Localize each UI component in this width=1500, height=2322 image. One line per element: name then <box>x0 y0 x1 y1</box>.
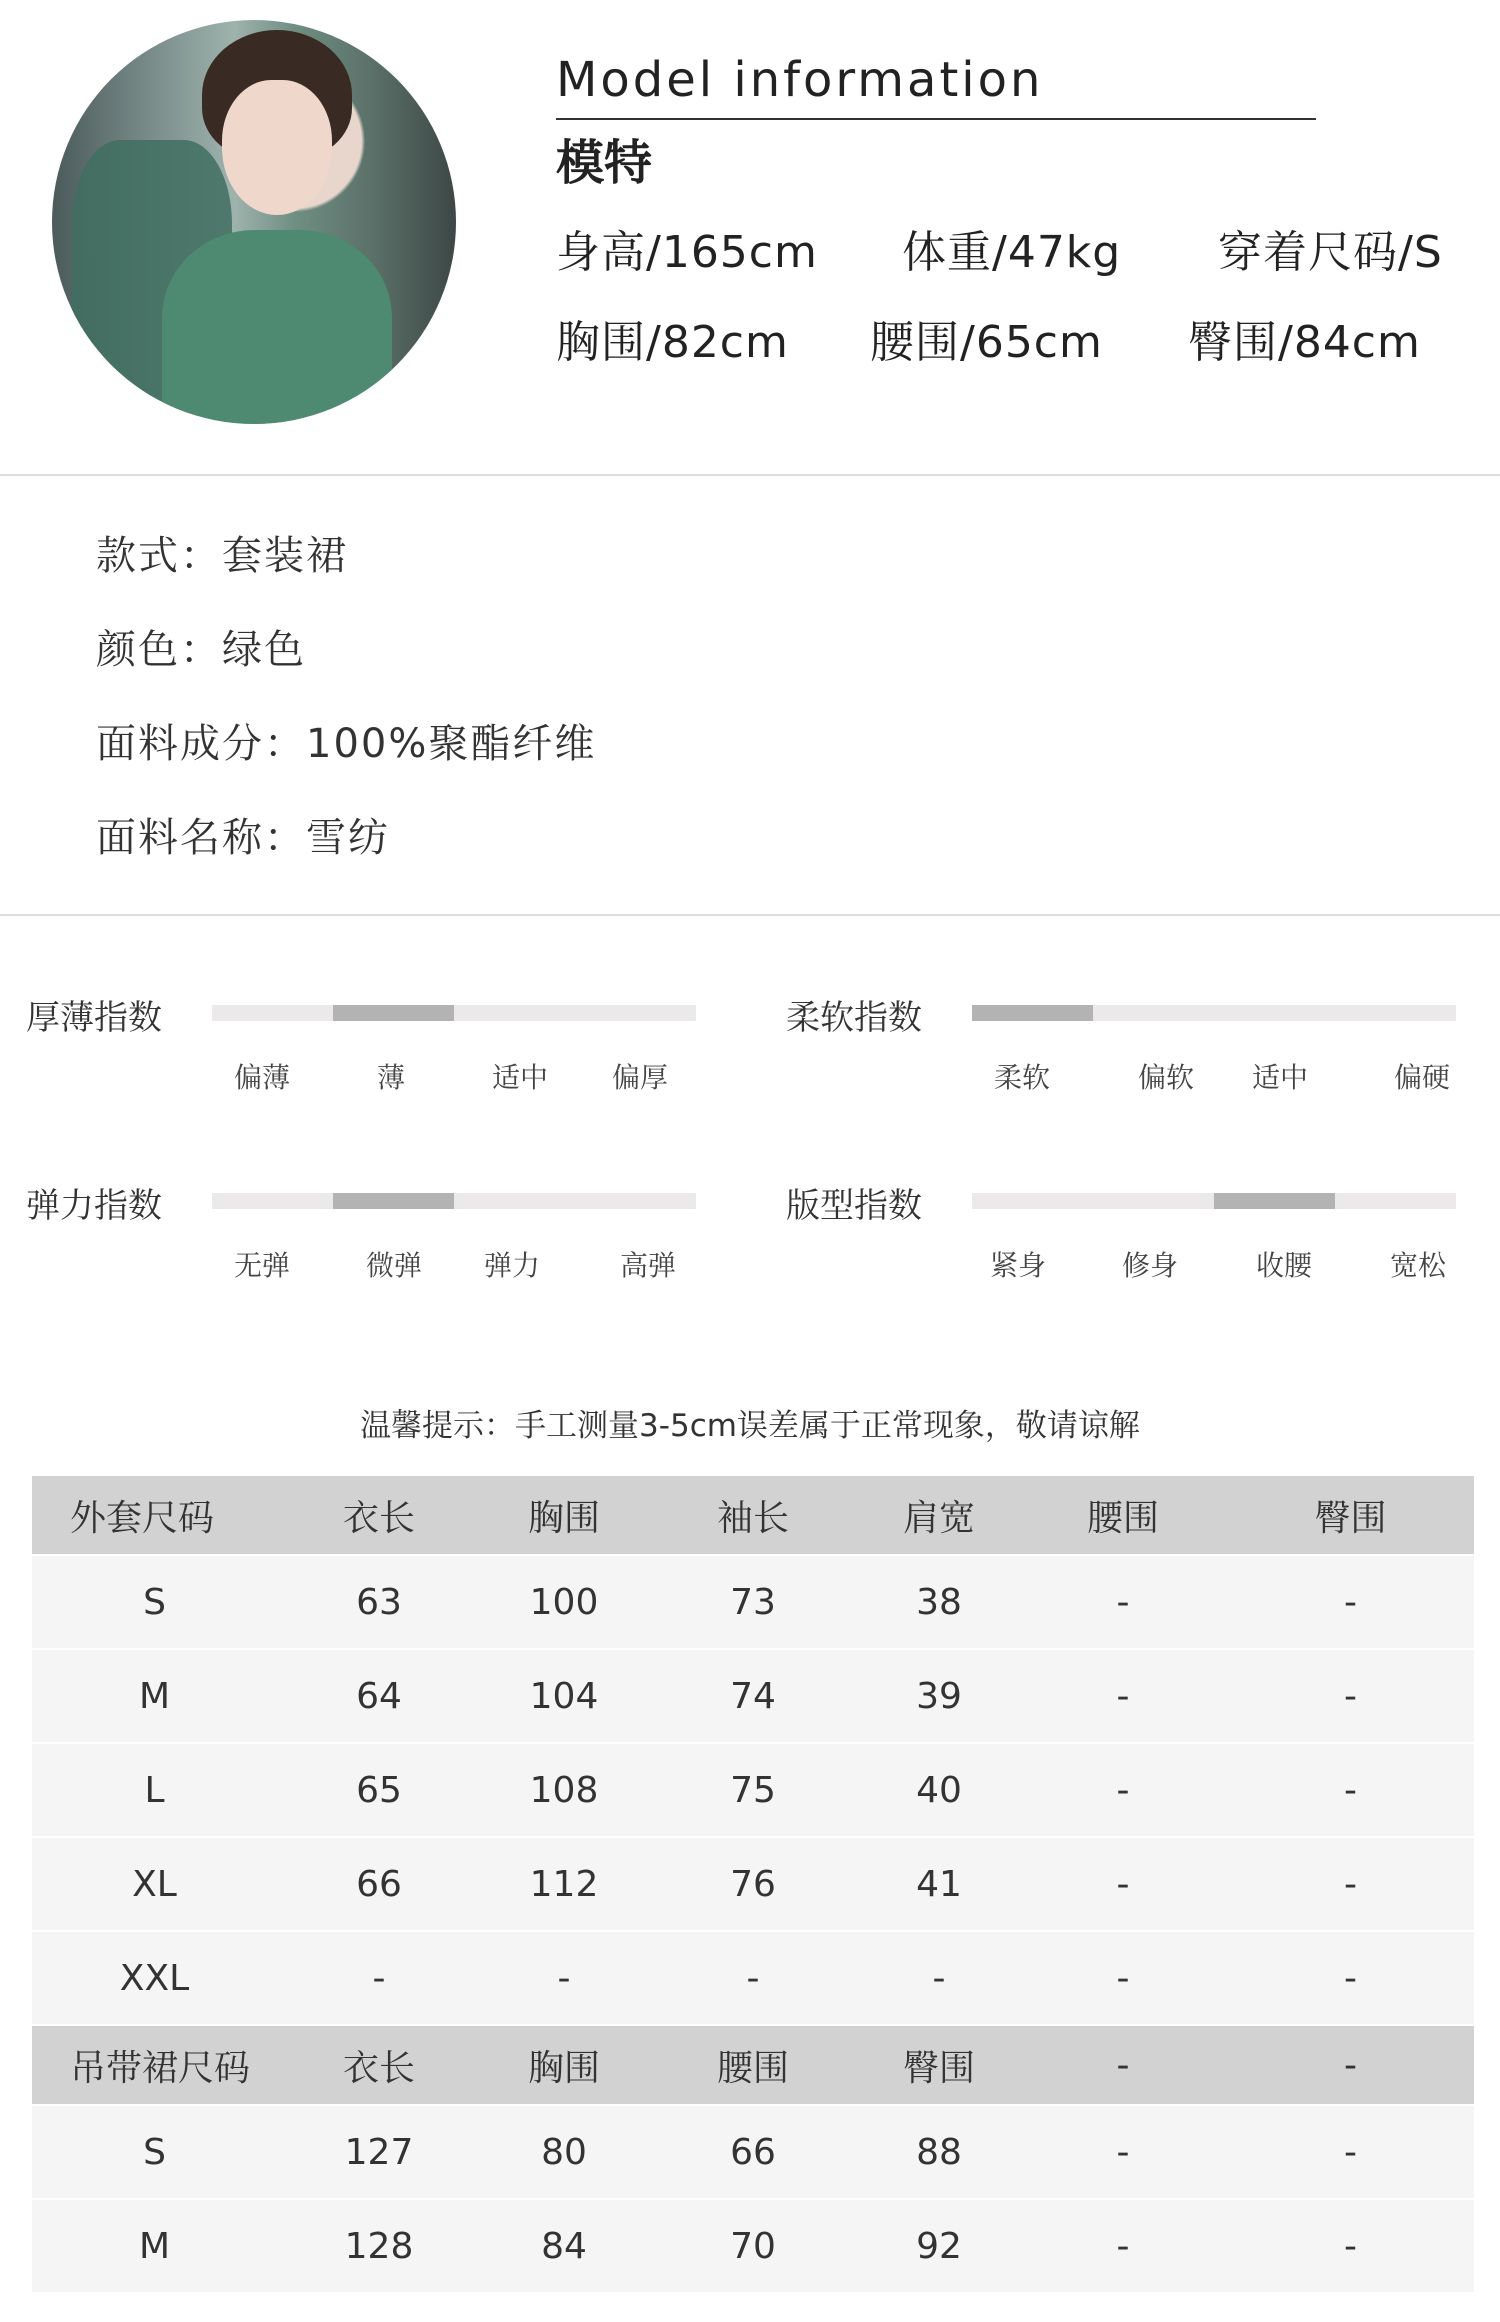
thickness-option: 偏厚 <box>611 1061 668 1094</box>
attr-fabric-name: 面料名称：雪纺 <box>96 815 390 861</box>
table-cell: S <box>32 1555 277 1649</box>
fit-option: 宽松 <box>1389 1249 1446 1282</box>
table-cell: 38 <box>859 1555 1019 1649</box>
table-cell: - <box>277 1931 481 2025</box>
table-cell: L <box>32 1743 277 1837</box>
elasticity-index-track <box>212 1193 696 1209</box>
table-cell: - <box>1019 1931 1227 2025</box>
fit-option: 修身 <box>1121 1249 1178 1282</box>
fit-option: 收腰 <box>1255 1249 1312 1282</box>
table-header-cell: - <box>1019 2025 1227 2105</box>
table-header-cell: 胸围 <box>481 2025 647 2105</box>
table-cell: - <box>1019 1837 1227 1931</box>
table-cell: 80 <box>481 2105 647 2199</box>
thickness-index-track <box>212 1005 696 1021</box>
table-cell: - <box>1019 2105 1227 2199</box>
table-cell: 70 <box>647 2199 859 2293</box>
table-cell: 65 <box>277 1743 481 1837</box>
model-face <box>222 80 332 215</box>
table-header-cell: 袖长 <box>647 1476 859 1555</box>
table-cell: 73 <box>647 1555 859 1649</box>
thickness-option: 适中 <box>491 1061 548 1094</box>
table-cell: M <box>32 1649 277 1743</box>
thickness-index-label: 厚薄指数 <box>26 998 162 1038</box>
table-row <box>32 1555 1474 1649</box>
elasticity-option: 无弹 <box>233 1249 290 1282</box>
elasticity-index-label: 弹力指数 <box>26 1186 162 1226</box>
table-cell: XL <box>32 1837 277 1931</box>
model-height: 身高/165cm <box>556 227 818 278</box>
softness-index-track <box>972 1005 1456 1021</box>
table-header-cell: 吊带裙尺码 <box>32 2025 277 2105</box>
measurement-notice: 温馨提示：手工测量3-5cm误差属于正常现象，敬请谅解 <box>360 1408 1140 1444</box>
fit-index-indicator <box>1214 1193 1335 1209</box>
table-cell: 112 <box>481 1837 647 1931</box>
table-header-cell: 肩宽 <box>859 1476 1019 1555</box>
table-cell: XXL <box>32 1931 277 2025</box>
table-row <box>32 1649 1474 1743</box>
table-cell: 74 <box>647 1649 859 1743</box>
table-cell: 108 <box>481 1743 647 1837</box>
table-cell: 128 <box>277 2199 481 2293</box>
model-dress <box>162 230 392 424</box>
table-header-cell: 外套尺码 <box>32 1476 277 1555</box>
table-header-cell: 胸围 <box>481 1476 647 1555</box>
table-header-cell: 臀围 <box>859 2025 1019 2105</box>
table-header-cell: 臀围 <box>1227 1476 1474 1555</box>
table-header-row <box>32 2025 1474 2105</box>
elasticity-option: 高弹 <box>619 1249 676 1282</box>
elasticity-option: 微弹 <box>365 1249 422 1282</box>
fit-option: 紧身 <box>989 1249 1046 1282</box>
softness-option: 柔软 <box>993 1061 1050 1094</box>
fit-index-track <box>972 1193 1456 1209</box>
model-photo <box>52 20 456 424</box>
model-weight: 体重/47kg <box>902 227 1122 278</box>
model-hip: 臀围/84cm <box>1188 317 1421 368</box>
model-subtitle: 模特 <box>556 135 653 191</box>
table-cell: - <box>1227 1555 1474 1649</box>
table-row <box>32 1743 1474 1837</box>
table-cell: 75 <box>647 1743 859 1837</box>
thickness-option: 薄 <box>376 1061 405 1094</box>
attr-style: 款式：套装裙 <box>96 533 348 579</box>
softness-option: 偏硬 <box>1393 1061 1450 1094</box>
thickness-index-indicator <box>333 1005 454 1021</box>
table-cell: 64 <box>277 1649 481 1743</box>
table-cell: 66 <box>277 1837 481 1931</box>
table-cell: 88 <box>859 2105 1019 2199</box>
softness-index-indicator <box>972 1005 1093 1021</box>
table-cell: M <box>32 2199 277 2293</box>
model-info-title: Model information <box>556 52 1044 108</box>
fit-index-label: 版型指数 <box>786 1186 922 1226</box>
divider <box>0 474 1500 476</box>
table-header-cell: 腰围 <box>1019 1476 1227 1555</box>
table-header-cell: - <box>1227 2025 1474 2105</box>
table-header-row <box>32 1476 1474 1555</box>
attr-color: 颜色：绿色 <box>96 627 306 673</box>
table-cell: 127 <box>277 2105 481 2199</box>
table-cell: - <box>647 1931 859 2025</box>
table-cell: - <box>1019 2199 1227 2293</box>
table-cell: 92 <box>859 2199 1019 2293</box>
softness-option: 适中 <box>1251 1061 1308 1094</box>
table-cell: 84 <box>481 2199 647 2293</box>
size-table <box>32 1476 1474 2294</box>
elasticity-index-indicator <box>333 1193 454 1209</box>
softness-index-label: 柔软指数 <box>786 998 922 1038</box>
table-cell: - <box>1019 1649 1227 1743</box>
model-waist: 腰围/65cm <box>870 317 1103 368</box>
table-row <box>32 1837 1474 1931</box>
table-cell: - <box>859 1931 1019 2025</box>
table-cell: 100 <box>481 1555 647 1649</box>
table-row <box>32 1931 1474 2025</box>
table-row <box>32 2105 1474 2199</box>
table-cell: - <box>1227 2105 1474 2199</box>
table-cell: 76 <box>647 1837 859 1931</box>
table-cell: S <box>32 2105 277 2199</box>
table-cell: 41 <box>859 1837 1019 1931</box>
table-cell: - <box>1227 1649 1474 1743</box>
table-cell: 63 <box>277 1555 481 1649</box>
table-cell: 104 <box>481 1649 647 1743</box>
table-row <box>32 2199 1474 2293</box>
table-header-cell: 衣长 <box>277 2025 481 2105</box>
table-cell: 39 <box>859 1649 1019 1743</box>
thickness-option: 偏薄 <box>233 1061 290 1094</box>
table-cell: - <box>1019 1743 1227 1837</box>
table-header-cell: 腰围 <box>647 2025 859 2105</box>
softness-option: 偏软 <box>1137 1061 1194 1094</box>
attr-fabric-composition: 面料成分：100%聚酯纤维 <box>96 721 597 767</box>
table-cell: - <box>1227 1931 1474 2025</box>
table-cell: - <box>1227 1743 1474 1837</box>
elasticity-option: 弹力 <box>483 1249 540 1282</box>
table-cell: 66 <box>647 2105 859 2199</box>
model-size: 穿着尺码/S <box>1218 227 1443 278</box>
table-cell: - <box>1227 2199 1474 2293</box>
table-cell: 40 <box>859 1743 1019 1837</box>
title-underline <box>556 118 1316 120</box>
table-cell: - <box>1227 1837 1474 1931</box>
table-header-cell: 衣长 <box>277 1476 481 1555</box>
model-bust: 胸围/82cm <box>556 317 789 368</box>
divider <box>0 914 1500 916</box>
table-cell: - <box>481 1931 647 2025</box>
table-cell: - <box>1019 1555 1227 1649</box>
